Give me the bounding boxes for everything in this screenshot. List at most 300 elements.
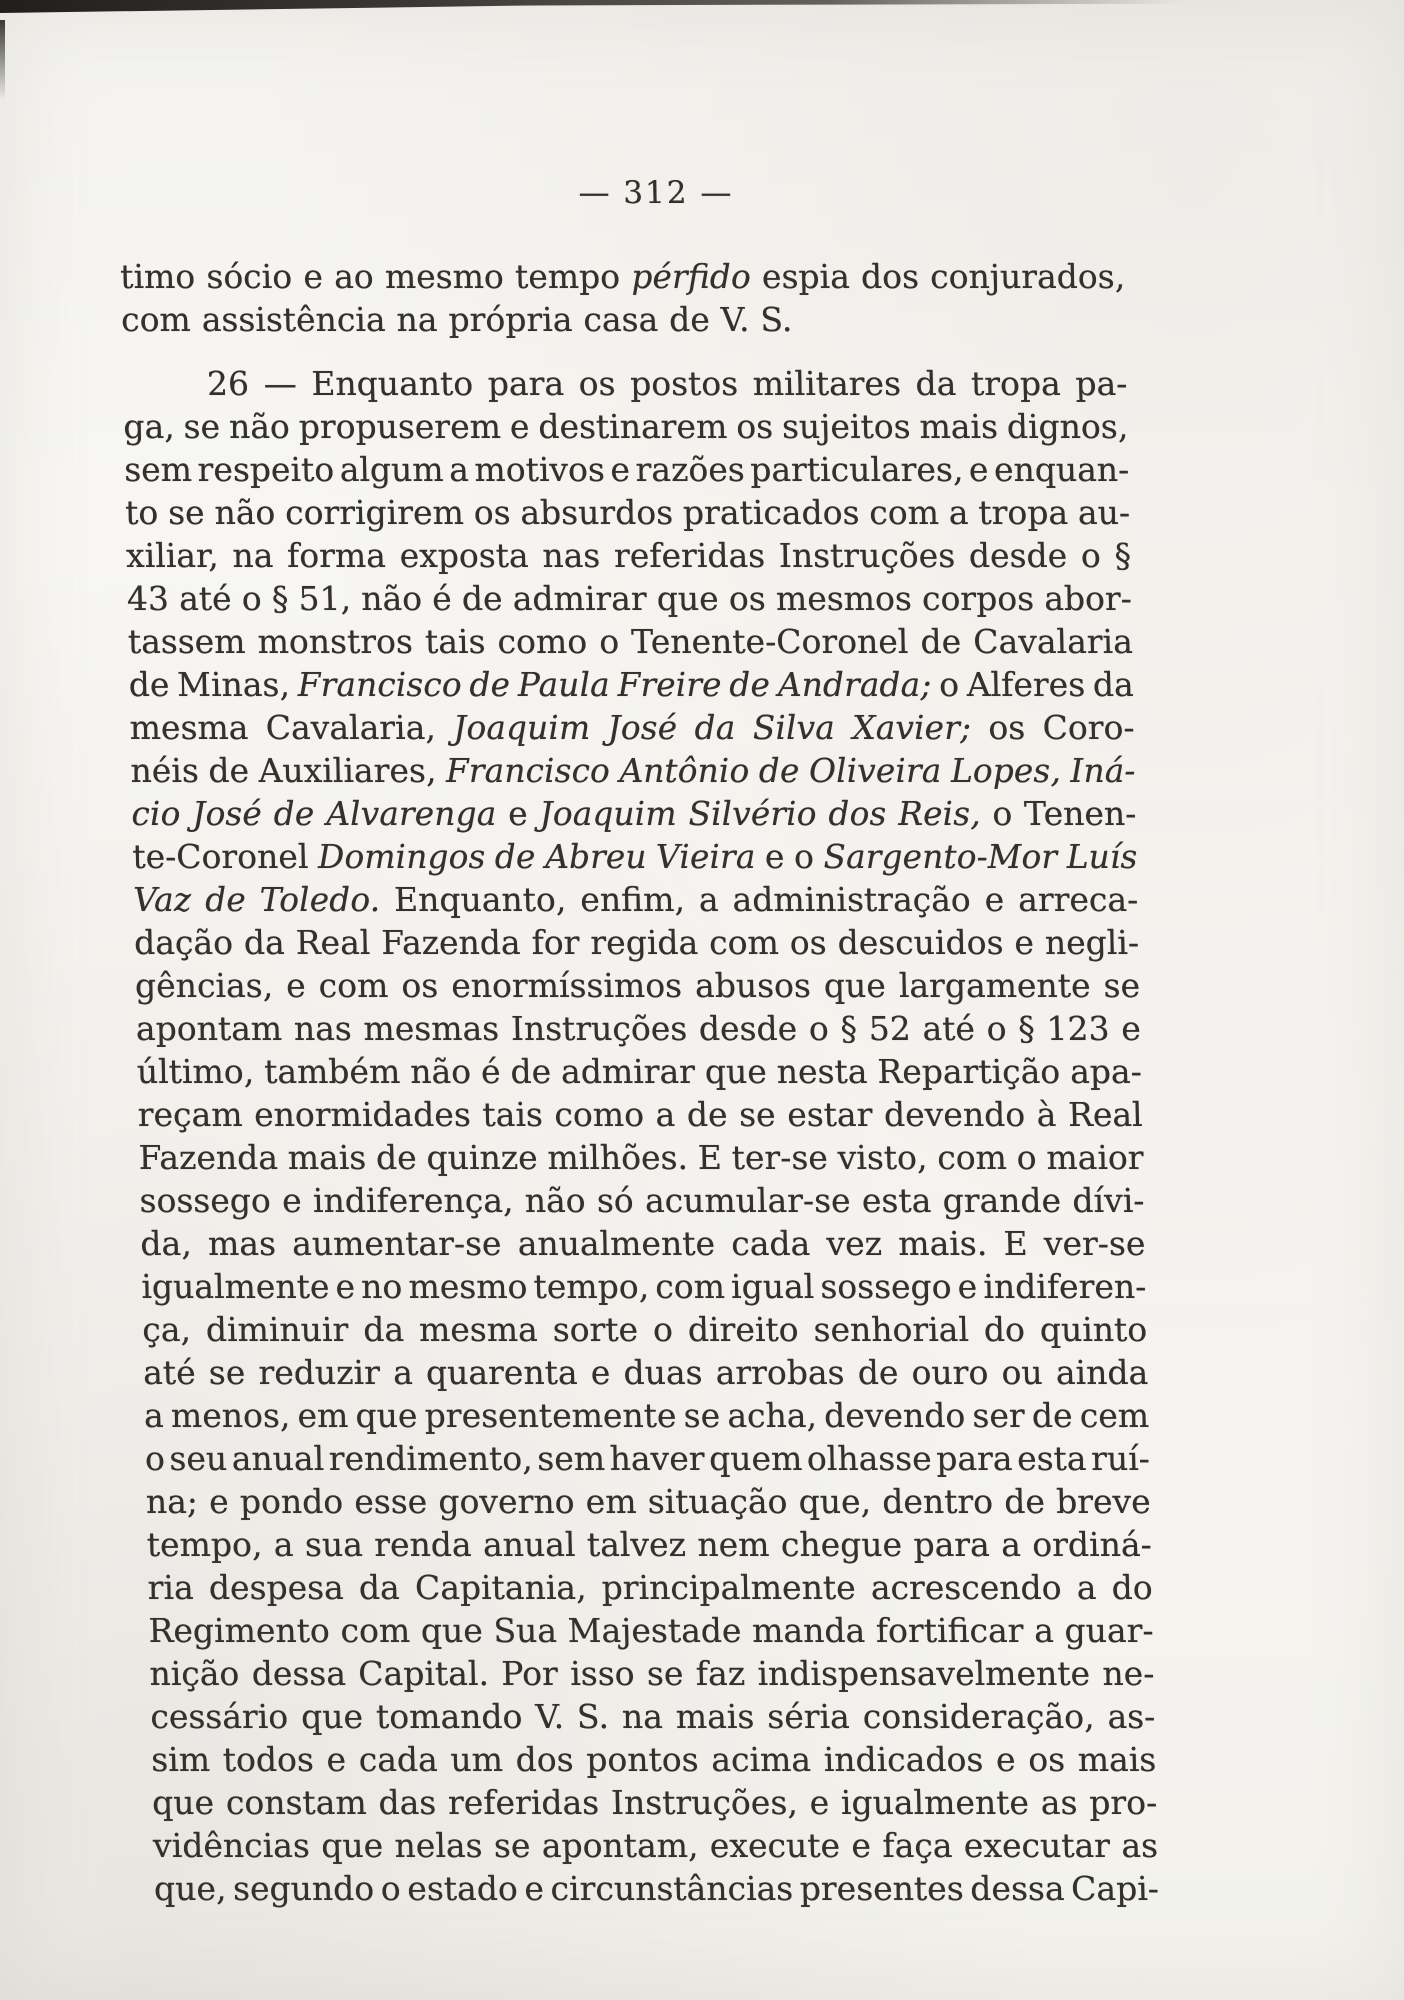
italic-word: Francisco — [297, 665, 462, 704]
word: Fazenda — [138, 1138, 279, 1177]
text-line — [125, 491, 1131, 534]
word: renda — [373, 1525, 472, 1564]
word: fortificar — [875, 1611, 1024, 1650]
word: não — [524, 1181, 586, 1220]
word: e — [285, 966, 307, 1005]
text-line — [149, 1652, 1155, 1695]
word: corrigirem — [284, 493, 465, 532]
word: S. — [759, 300, 793, 339]
word: conjurados, — [929, 257, 1126, 296]
word: consideração, — [862, 1697, 1095, 1736]
word: e — [335, 1267, 356, 1306]
word: descuidos — [837, 923, 1004, 962]
word: vez — [826, 1224, 883, 1263]
italic-word: Reis, — [897, 794, 981, 833]
word: mesmas — [363, 1009, 500, 1048]
word: devendo — [883, 1095, 1026, 1134]
word: segundo — [232, 1869, 375, 1908]
italic-word: de — [494, 837, 536, 876]
word: à — [1036, 1095, 1057, 1134]
word: da — [915, 364, 957, 403]
word: tais — [481, 1095, 544, 1134]
word: o — [241, 579, 263, 618]
word: dos — [515, 1740, 575, 1779]
word: 52 — [868, 1009, 912, 1048]
word: quinze — [426, 1138, 539, 1177]
word: na — [396, 300, 438, 339]
italic-word: Joaquim — [452, 708, 591, 747]
word: com — [654, 1267, 726, 1306]
word: apa- — [1069, 1052, 1143, 1091]
word: o — [380, 1869, 402, 1908]
word: pro- — [1088, 1783, 1158, 1822]
word: ao — [333, 257, 375, 296]
italic-word: Antônio — [618, 751, 750, 790]
text-line — [135, 1007, 1141, 1050]
word: executar — [963, 1826, 1111, 1865]
scan-edge-artifact-top — [0, 0, 1180, 13]
text-line — [126, 577, 1132, 620]
word: os — [1027, 1740, 1066, 1779]
word: desde — [698, 1009, 798, 1048]
italic-word: Oliveira — [808, 751, 942, 790]
word: cessário — [149, 1697, 289, 1736]
word: enfim, — [579, 880, 686, 919]
word: para — [487, 364, 565, 403]
word: ou — [1001, 1353, 1044, 1392]
text-line — [130, 749, 1136, 792]
word: mas — [207, 1224, 277, 1263]
word: xiliar, — [125, 536, 220, 575]
word: néis — [130, 751, 200, 790]
word: só — [596, 1181, 635, 1220]
word: séria — [766, 1697, 851, 1736]
word: cada — [358, 1740, 439, 1779]
word: nas — [541, 536, 601, 575]
word: é — [431, 579, 453, 618]
word: talvez — [586, 1525, 687, 1564]
italic-word: Domingos — [317, 837, 486, 876]
word: de — [1031, 1396, 1073, 1435]
word: o — [986, 1009, 1007, 1048]
text-line — [128, 663, 1134, 706]
italic-word: Andrada; — [777, 665, 932, 704]
word: estar — [786, 1095, 873, 1134]
text-line — [132, 835, 1138, 878]
word: de — [510, 1052, 552, 1091]
text-line — [123, 405, 1129, 448]
word: Minas, — [176, 665, 291, 704]
word: mesma — [418, 1310, 539, 1349]
text-line — [148, 1609, 1154, 1652]
text-line — [134, 921, 1140, 964]
italic-word: de — [204, 880, 247, 919]
text-line — [137, 1093, 1143, 1136]
word: referidas — [613, 536, 766, 575]
word: se — [208, 1353, 246, 1392]
italic-word: Vaz — [132, 880, 192, 919]
word: negli- — [1044, 923, 1140, 962]
word: ouro — [911, 1353, 989, 1392]
word: os — [578, 364, 616, 403]
word: de — [461, 579, 503, 618]
word: nas — [293, 1009, 353, 1048]
word: os — [789, 923, 828, 962]
word: nição — [149, 1654, 240, 1693]
word: execute — [709, 1826, 841, 1865]
word: e — [326, 1740, 347, 1779]
word: absurdos — [519, 493, 674, 532]
word: até — [922, 1009, 976, 1048]
word: acumular-se — [644, 1181, 851, 1220]
word: constam — [225, 1783, 368, 1822]
word: praticados — [682, 493, 860, 532]
word: cada — [730, 1224, 811, 1263]
italic-word: Freire — [617, 665, 722, 704]
word: apontam — [135, 1009, 283, 1048]
word: estado — [406, 1869, 519, 1908]
word: Enquanto — [310, 364, 474, 403]
word: diminuir — [205, 1310, 349, 1349]
word: na; — [145, 1482, 199, 1521]
word: menos, — [170, 1396, 291, 1435]
word: dentro — [881, 1482, 994, 1521]
text-line — [141, 1265, 1147, 1308]
word: mesma — [129, 708, 249, 747]
text-line — [144, 1437, 1150, 1480]
word: o — [938, 665, 960, 704]
text-line — [145, 1480, 1151, 1523]
word: de — [207, 751, 250, 790]
word: Capital. — [357, 1654, 490, 1693]
word: ria — [147, 1568, 195, 1607]
word: como — [554, 1095, 645, 1134]
page-content — [118, 172, 1159, 1910]
word: anual — [482, 1525, 576, 1564]
word: da — [1092, 665, 1135, 704]
word: do — [983, 1310, 1026, 1349]
text-line — [129, 706, 1135, 749]
word: acima — [710, 1740, 812, 1779]
word: o — [1080, 536, 1102, 575]
italic-word: Iná- — [1069, 751, 1136, 790]
word: as — [1040, 1783, 1078, 1822]
word: se — [167, 493, 206, 532]
word: esta — [861, 1181, 932, 1220]
word: duas — [623, 1353, 703, 1392]
word: a — [143, 1396, 165, 1435]
word: tassem — [127, 622, 246, 661]
italic-word: José — [607, 708, 678, 747]
word: sorte — [552, 1310, 639, 1349]
word: faça — [881, 1826, 953, 1865]
text-line — [127, 620, 1133, 663]
word: mais — [919, 407, 999, 446]
word: e — [507, 794, 529, 833]
text-body — [120, 255, 1160, 1910]
word: aumentar-se — [291, 1224, 502, 1263]
word: mesmos — [775, 579, 913, 618]
word: ter-se — [731, 1138, 829, 1177]
word: a — [698, 880, 719, 919]
text-line — [142, 1308, 1148, 1351]
word: tropa — [977, 493, 1069, 532]
word: seu — [169, 1439, 228, 1478]
word: E — [1003, 1224, 1028, 1263]
word: da, — [140, 1224, 193, 1263]
word: de — [857, 1353, 899, 1392]
word: vidências — [152, 1826, 311, 1865]
word: abusos — [694, 966, 812, 1005]
text-line — [147, 1566, 1153, 1609]
italic-word: Abreu — [544, 837, 647, 876]
word: nem — [696, 1525, 770, 1564]
word: os — [728, 579, 767, 618]
word: — — [263, 364, 298, 403]
word: te-Coronel — [131, 837, 309, 876]
word: quem — [708, 1439, 803, 1478]
word: a — [1076, 1568, 1097, 1607]
word: dívi- — [1072, 1181, 1145, 1220]
word: Regimento — [148, 1611, 331, 1650]
word: quinto — [1039, 1310, 1148, 1349]
word: de — [686, 1095, 728, 1134]
word: o — [992, 794, 1013, 833]
word: que — [300, 1697, 364, 1736]
word: se — [646, 1654, 684, 1693]
word: indiferen- — [982, 1267, 1147, 1306]
word: a — [655, 1095, 676, 1134]
word: igual — [730, 1267, 815, 1306]
word: ordiná- — [1031, 1525, 1153, 1564]
word: anualmente — [517, 1224, 716, 1263]
word: e — [509, 407, 530, 446]
word: pontos — [585, 1740, 700, 1779]
word: a — [273, 1525, 294, 1564]
word: ser — [972, 1396, 1026, 1435]
text-line — [151, 1738, 1157, 1781]
word: principalmente — [601, 1568, 857, 1607]
word: pa- — [1074, 364, 1128, 403]
word: sócio — [205, 257, 293, 296]
word: reduzir — [258, 1353, 381, 1392]
text-line — [146, 1523, 1152, 1566]
word: Majestade — [567, 1611, 742, 1650]
word: § — [1114, 536, 1132, 575]
word: reçam — [137, 1095, 243, 1134]
word: Real — [295, 923, 371, 962]
word: um — [450, 1740, 504, 1779]
italic-word: Silvério — [687, 794, 817, 833]
word: espia — [761, 257, 851, 296]
word: e — [1120, 1009, 1142, 1048]
text-line — [124, 448, 1130, 491]
word: governo — [438, 1482, 575, 1521]
word: tempo, — [533, 1267, 650, 1306]
word: arrobas — [715, 1353, 845, 1392]
word: isso — [569, 1654, 635, 1693]
word: propuserem — [298, 407, 502, 446]
word: que — [355, 1396, 418, 1435]
italic-word: de — [758, 751, 800, 790]
text-line — [122, 362, 1128, 405]
word: mais — [287, 1138, 367, 1177]
word: se — [183, 407, 221, 446]
word: presentemente — [424, 1396, 677, 1435]
word: e — [809, 1783, 830, 1822]
word: pondo — [239, 1482, 344, 1521]
word: com — [936, 1138, 1008, 1177]
word: dessa — [969, 1869, 1065, 1908]
italic-word: Francisco — [445, 751, 611, 790]
word: au- — [1077, 493, 1131, 532]
word: algum — [339, 450, 445, 489]
word: indicados — [823, 1740, 984, 1779]
italic-word: cio — [131, 794, 181, 833]
word: indispensavelmente — [757, 1654, 1091, 1693]
word: e — [984, 880, 1005, 919]
text-line — [140, 1222, 1146, 1265]
word: para — [913, 1525, 991, 1564]
word: e — [302, 257, 324, 296]
word: no — [360, 1267, 403, 1306]
word: o — [1016, 1138, 1037, 1177]
word: da — [362, 1310, 405, 1349]
word: sujeitos — [781, 407, 911, 446]
word: as- — [1107, 1697, 1156, 1736]
word: particulares, — [749, 450, 964, 489]
word: e — [1013, 923, 1035, 962]
word: despesa — [208, 1568, 345, 1607]
text-line — [152, 1781, 1158, 1824]
word: Capi- — [1070, 1869, 1160, 1908]
word: tempo, — [146, 1525, 263, 1564]
word: Repartição — [876, 1052, 1061, 1091]
word: Instruções — [510, 1009, 688, 1048]
word: de — [920, 622, 962, 661]
word: de — [375, 1138, 418, 1177]
word: to — [124, 493, 159, 532]
word: de — [668, 300, 711, 339]
word: também — [263, 1052, 401, 1091]
word: e — [590, 1353, 611, 1392]
word: enormidades — [253, 1095, 472, 1134]
word: Cavalaria — [972, 622, 1134, 661]
word: as — [1120, 1826, 1159, 1865]
italic-word: Vieira — [655, 837, 756, 876]
scan-edge-artifact-left — [0, 20, 5, 100]
word: indiferença, — [312, 1181, 514, 1220]
word: tempo — [514, 257, 621, 296]
word: militares — [752, 364, 902, 403]
word: mais. — [897, 1224, 988, 1263]
word: Instruções, — [610, 1783, 799, 1822]
word: manda — [751, 1611, 866, 1650]
word: não — [228, 407, 291, 446]
word: guar- — [1064, 1611, 1154, 1650]
word: haver — [609, 1439, 705, 1478]
word: com — [318, 966, 389, 1005]
text-line — [154, 1867, 1160, 1910]
word: e — [968, 450, 989, 489]
word: Tenente-Coronel — [630, 622, 909, 661]
word: para — [935, 1439, 1013, 1478]
word: dignos, — [1006, 407, 1129, 446]
text-line — [136, 1050, 1142, 1093]
word: Coro- — [1042, 708, 1135, 747]
word: a — [1000, 1525, 1022, 1564]
word: arreca- — [1017, 880, 1139, 919]
word: mais — [675, 1697, 755, 1736]
word: sua — [304, 1525, 364, 1564]
word: Tenen- — [1023, 794, 1137, 833]
text-line — [139, 1179, 1145, 1222]
word: e — [764, 837, 785, 876]
word: situação — [647, 1482, 788, 1521]
word: rendimento, — [328, 1439, 534, 1478]
italic-word: Sargento-Mor — [822, 837, 1058, 876]
word: último, — [136, 1052, 255, 1091]
word: e — [609, 450, 631, 489]
text-line — [135, 964, 1141, 1007]
word: administração — [732, 880, 972, 919]
italic-word: Alvarenga — [325, 794, 497, 833]
italic-word: dos — [827, 794, 887, 833]
text-line — [120, 255, 1126, 298]
word: Capitania, — [414, 1568, 587, 1607]
word: Auxiliares, — [258, 751, 437, 790]
word: não — [360, 579, 423, 618]
word: acrescendo — [870, 1568, 1062, 1607]
word: a — [948, 493, 969, 532]
word: § — [271, 579, 289, 618]
word: e — [851, 1826, 872, 1865]
word: própria — [448, 300, 573, 339]
word: Instruções — [778, 536, 956, 575]
word: na — [621, 1697, 664, 1736]
word: com — [868, 493, 940, 532]
word: de — [128, 665, 170, 704]
word: esse — [353, 1482, 428, 1521]
word: nelas — [394, 1826, 483, 1865]
word: e — [995, 1740, 1016, 1779]
word: ainda — [1055, 1353, 1149, 1392]
word: os — [987, 708, 1026, 747]
word: razões — [635, 450, 746, 489]
word: ne- — [1102, 1654, 1155, 1693]
word: ça, — [141, 1310, 192, 1349]
word: se — [683, 1396, 721, 1435]
word: dos — [860, 257, 920, 296]
word: com — [340, 1611, 411, 1650]
word: o — [144, 1439, 166, 1478]
word: enquan- — [993, 450, 1130, 489]
word: da — [243, 923, 286, 962]
word: cem — [1079, 1396, 1150, 1435]
word: largamente — [898, 966, 1091, 1005]
text-line — [126, 534, 1132, 577]
word: § — [1017, 1009, 1036, 1048]
word: em — [297, 1396, 349, 1435]
word: motivos — [474, 450, 606, 489]
word: Real — [1067, 1095, 1144, 1134]
word: em — [585, 1482, 637, 1521]
word: sim — [150, 1740, 211, 1779]
word: os — [400, 966, 439, 1005]
word: o — [598, 622, 620, 661]
word: grande — [942, 1181, 1062, 1220]
word: a — [1033, 1611, 1055, 1650]
